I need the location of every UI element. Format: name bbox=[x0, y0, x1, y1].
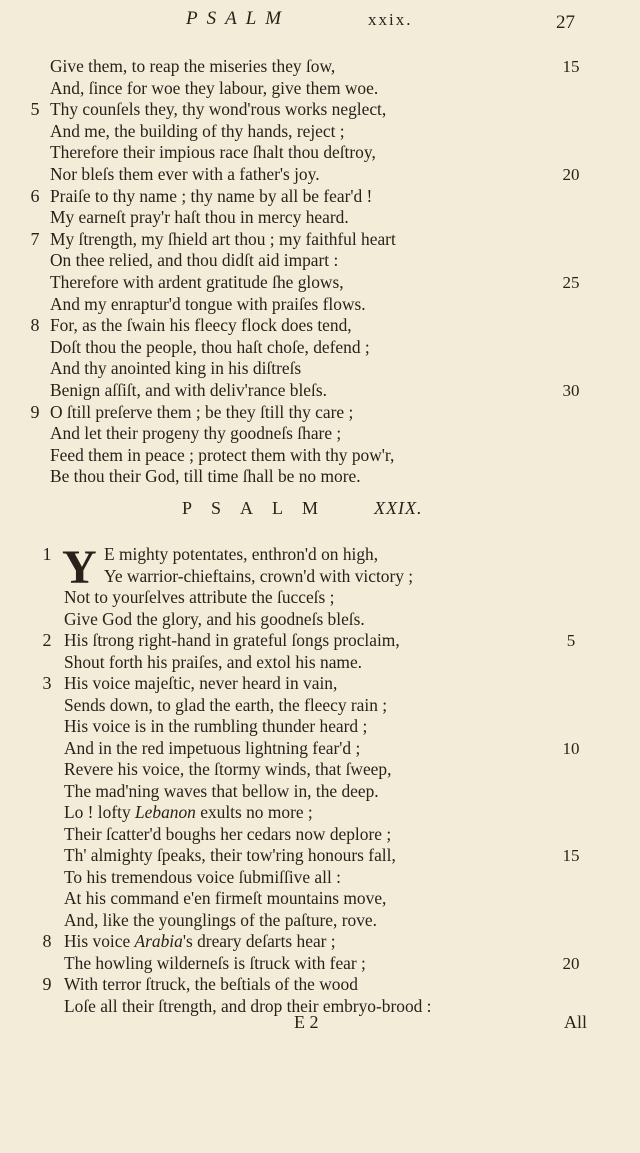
verse-text: And, like the younglings of the paſture, rove. bbox=[64, 909, 377, 930]
verse-text: O ſtill preſerve them ; be they ſtill thy care ; bbox=[50, 401, 354, 422]
verse-text: Praiſe to thy name ; thy name by all be fear'd ! bbox=[50, 185, 373, 206]
header-title: PSALM bbox=[186, 8, 291, 29]
line-number: 15 bbox=[562, 57, 580, 76]
verse-text: To his tremendous voice ſubmiſſive all : bbox=[64, 866, 341, 887]
verse-line bbox=[0, 186, 640, 208]
verse-line bbox=[0, 566, 640, 588]
line-number: 20 bbox=[562, 953, 580, 973]
verse-line bbox=[0, 142, 640, 164]
verse-line bbox=[0, 164, 640, 186]
verse-text: Their ſcatter'd boughs her cedars now deplore ; bbox=[64, 823, 392, 844]
verse-line bbox=[0, 845, 640, 867]
verse-number: 6 bbox=[30, 185, 40, 206]
verse-number: 9 bbox=[42, 974, 52, 994]
verse-text: Therefore their impious race ſhalt thou deſtroy, bbox=[50, 142, 376, 163]
verse-line bbox=[0, 781, 640, 803]
verse-text: Give God the glory, and his goodneſs bleſs. bbox=[64, 608, 365, 629]
page-footer bbox=[0, 1012, 640, 1036]
verse-line bbox=[0, 888, 640, 910]
signature-mark: E 2 bbox=[294, 1012, 319, 1032]
verse-line bbox=[0, 910, 640, 932]
verse-line bbox=[0, 630, 640, 652]
verse-line bbox=[0, 229, 640, 251]
verse-text: Revere his voice, the ſtormy winds, that ſweep, bbox=[64, 759, 392, 779]
verse-text: Thy counſels they, thy wond'rous works neglect, bbox=[50, 99, 387, 120]
section-title-number: XXIX. bbox=[374, 498, 423, 518]
verse-line bbox=[0, 695, 640, 717]
verse-line bbox=[0, 652, 640, 674]
verse-line bbox=[0, 423, 640, 445]
verse-line bbox=[0, 121, 640, 143]
verse-line bbox=[0, 315, 640, 337]
psalm-continuation bbox=[0, 56, 640, 488]
verse-line bbox=[0, 445, 640, 467]
psalm-xxix-text bbox=[0, 541, 640, 1017]
verse-text: Nor bleſs them ever with a father's joy. bbox=[50, 163, 320, 184]
verse-line bbox=[0, 673, 640, 695]
verse-text: With terror ſtruck, the beſtials of the wood bbox=[64, 974, 358, 994]
line-number: 5 bbox=[566, 631, 576, 650]
verse-text: Therefore with ardent gratitude ſhe glows, bbox=[50, 271, 344, 292]
verse-text: His voice Arabia's dreary deſarts hear ; bbox=[64, 931, 336, 951]
verse-number: 8 bbox=[30, 315, 40, 336]
verse-text: My ſtrength, my ſhield art thou ; my faithful heart bbox=[50, 228, 396, 249]
verse-text: Lo ! lofty Lebanon exults no more ; bbox=[64, 802, 313, 822]
verse-text: The mad'ning waves that bellow in, the deep. bbox=[64, 780, 379, 801]
catchword: All bbox=[564, 1012, 588, 1032]
verse-line bbox=[0, 402, 640, 424]
verse-text: Shout forth his praiſes, and extol his name. bbox=[64, 651, 363, 672]
verse-text: E mighty potentates, enthron'd on high, bbox=[104, 544, 379, 564]
verse-line bbox=[0, 544, 640, 566]
verse-text: Sends down, to glad the earth, the fleecy rain ; bbox=[64, 694, 388, 715]
verse-number: 2 bbox=[42, 630, 52, 650]
verse-text: Not to yourſelves attribute the ſucceſs ; bbox=[64, 587, 335, 607]
line-number: 30 bbox=[562, 380, 580, 400]
verse-number: 7 bbox=[30, 228, 40, 249]
verse-text: Feed them in peace ; protect them with thy pow'r, bbox=[50, 444, 395, 465]
verse-line bbox=[0, 867, 640, 889]
verse-text: His ſtrong right-hand in grateful ſongs proclaim, bbox=[64, 630, 400, 650]
drop-cap: Y bbox=[62, 541, 97, 594]
verse-line bbox=[0, 358, 640, 380]
verse-line bbox=[0, 466, 640, 488]
verse-text: And me, the building of thy hands, reject ; bbox=[50, 120, 345, 141]
page-number: 27 bbox=[556, 12, 575, 33]
verse-text: For, as the ſwain his fleecy flock does tend, bbox=[50, 315, 352, 336]
verse-text: On thee relied, and thou didſt aid impart : bbox=[50, 250, 339, 271]
section-title-word: PSALM bbox=[182, 498, 338, 518]
verse-line bbox=[0, 974, 640, 996]
verse-number: 3 bbox=[42, 673, 52, 693]
verse-text: And in the red impetuous lightning fear'd ; bbox=[64, 737, 361, 758]
verse-number: 9 bbox=[30, 401, 40, 422]
line-number: 10 bbox=[562, 738, 580, 758]
verse-text: Benign aſſiſt, and with deliv'rance bleſs. bbox=[50, 379, 327, 400]
verse-text: My earneſt pray'r haſt thou in mercy heard. bbox=[50, 207, 349, 228]
verse-line bbox=[0, 931, 640, 953]
verse-number: 5 bbox=[30, 99, 40, 120]
verse-number: 8 bbox=[42, 931, 52, 951]
verse-text: The howling wilderneſs is ſtruck with fear ; bbox=[64, 952, 366, 973]
verse-text: Give them, to reap the miseries they ſow, bbox=[50, 56, 336, 76]
verse-text: And my enraptur'd tongue with praiſes flows. bbox=[50, 293, 366, 314]
verse-text: His voice is in the rumbling thunder heard ; bbox=[64, 716, 368, 736]
verse-line bbox=[0, 250, 640, 272]
verse-text: And, ſince for woe they labour, give them woe. bbox=[50, 77, 379, 98]
verse-text: And thy anointed king in his diſtreſs bbox=[50, 358, 302, 379]
verse-text: And let their progeny thy goodneſs ſhare ; bbox=[50, 423, 342, 444]
verse-line bbox=[0, 716, 640, 738]
verse-line bbox=[0, 337, 640, 359]
verse-line bbox=[0, 56, 640, 78]
verse-line bbox=[0, 824, 640, 846]
verse-line bbox=[0, 99, 640, 121]
verse-text: Doſt thou the people, thou haſt choſe, defend ; bbox=[50, 336, 370, 357]
verse-line bbox=[0, 759, 640, 781]
verse-text: Th' almighty ſpeaks, their tow'ring honours fall, bbox=[64, 845, 396, 865]
verse-number: 1 bbox=[42, 544, 52, 564]
verse-line bbox=[0, 953, 640, 975]
line-number: 20 bbox=[562, 164, 580, 184]
verse-line bbox=[0, 609, 640, 631]
verse-text: His voice majeſtic, never heard in vain, bbox=[64, 673, 338, 693]
header-psalm-number: xxix. bbox=[368, 10, 413, 29]
verse-line bbox=[0, 802, 640, 824]
verse-text: Be thou their God, till time ſhall be no more. bbox=[50, 466, 361, 487]
verse-text: Loſe all their ſtrength, and drop their embryo-brood : bbox=[64, 995, 432, 1016]
verse-line bbox=[0, 587, 640, 609]
line-number: 15 bbox=[562, 846, 580, 865]
line-number: 25 bbox=[562, 272, 580, 292]
section-title bbox=[0, 498, 640, 524]
verse-line bbox=[0, 294, 640, 316]
verse-line bbox=[0, 207, 640, 229]
verse-line bbox=[0, 380, 640, 402]
running-header bbox=[0, 8, 640, 32]
verse-line bbox=[0, 272, 640, 294]
verse-line bbox=[0, 78, 640, 100]
verse-line bbox=[0, 738, 640, 760]
verse-text: Ye warrior-chieftains, crown'd with victory ; bbox=[104, 565, 414, 586]
verse-text: At his command e'en firmeſt mountains move, bbox=[64, 888, 387, 908]
